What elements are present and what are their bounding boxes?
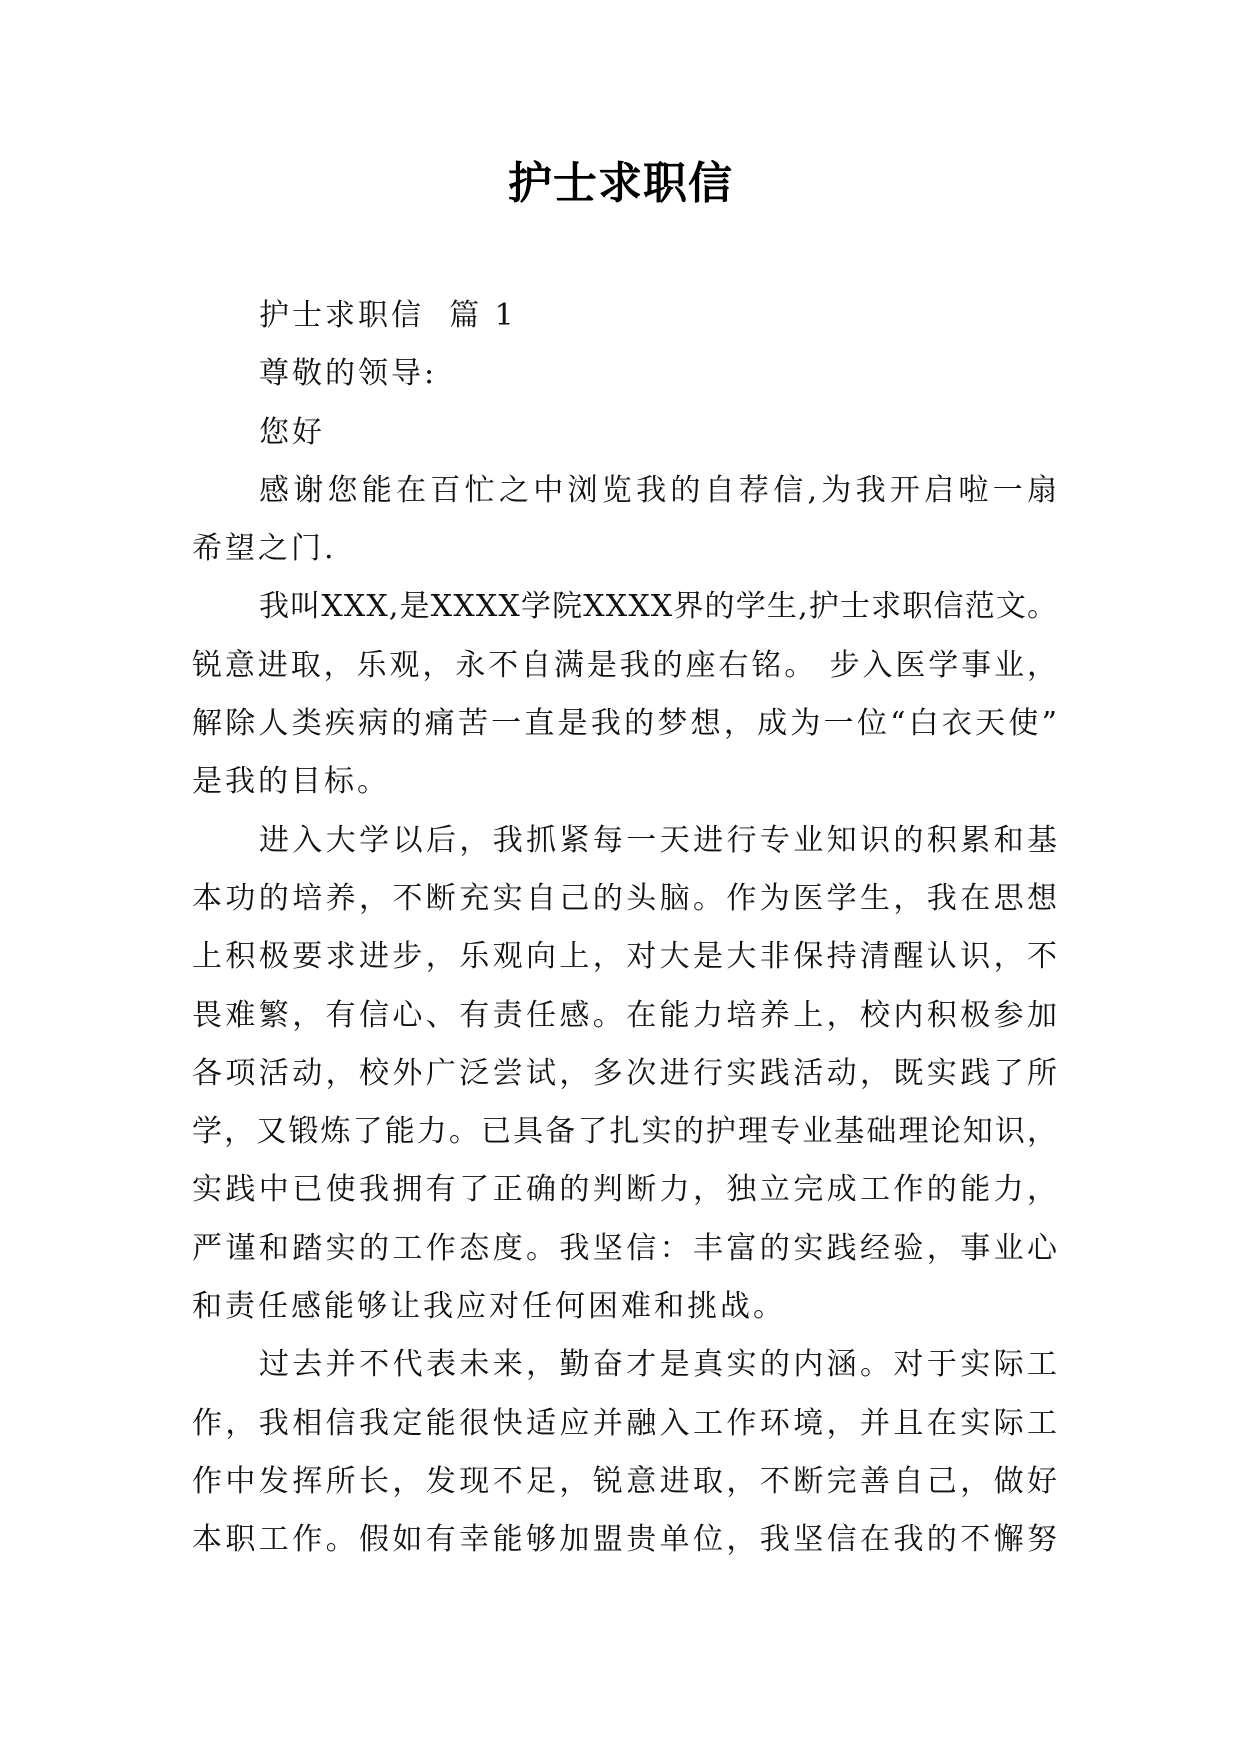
- line-text: 尊敬的领导:: [259, 356, 438, 392]
- document-body: [192, 287, 1062, 1570]
- body-line: [192, 637, 1060, 695]
- body-line: [192, 1045, 1061, 1103]
- body-line: [192, 812, 1061, 870]
- line-text: 您好: [259, 414, 325, 450]
- body-line: [192, 1278, 1057, 1336]
- line-text: 各项活动，校外广泛尝试，多次进行实践活动，既实践了所: [192, 1055, 1061, 1091]
- body-line: [192, 1220, 1061, 1278]
- paragraph-introduction: [192, 578, 1061, 811]
- paragraph-section-heading: [192, 287, 1057, 345]
- body-line: [192, 1395, 1061, 1453]
- line-text: 作，我相信我定能很快适应并融入工作环境，并且在实际工: [192, 1405, 1061, 1441]
- body-line: [192, 1161, 1061, 1219]
- line-text: 是我的目标。: [192, 764, 390, 800]
- line-text: 学，又锻炼了能力。已具备了扎实的护理专业基础理论知识，: [192, 1114, 1060, 1150]
- paragraph-future: [192, 1336, 1061, 1569]
- body-line: [192, 870, 1061, 928]
- line-text: 我叫XXX,是XXXX学院XXXX界的学生,护士求职信范文。: [259, 589, 1059, 625]
- body-line: [192, 1511, 1061, 1569]
- paragraph-greeting: [192, 404, 1057, 462]
- line-text: 本功的培养，不断充实自己的头脑。作为医学生，我在思想: [192, 880, 1061, 916]
- line-text: 和责任感能够让我应对任何困难和挑战。: [192, 1289, 786, 1325]
- body-line: [192, 520, 1057, 578]
- body-line: [192, 404, 1057, 462]
- body-line: [192, 578, 1057, 636]
- body-line: [192, 462, 1062, 520]
- line-text: 过去并不代表未来，勤奋才是真实的内涵。对于实际工: [259, 1347, 1061, 1383]
- line-text: 希望之门.: [192, 531, 337, 567]
- paragraph-thanks: [192, 462, 1062, 579]
- line-text: 上积极要求进步，乐观向上，对大是大非保持清醒认识，不: [192, 939, 1061, 975]
- line-text: 护士求职信 篇 1: [259, 298, 517, 333]
- body-line: [192, 287, 1057, 345]
- line-text: 感谢您能在百忙之中浏览我的自荐信,为我开启啦一扇: [259, 472, 1062, 508]
- line-text: 本职工作。假如有幸能够加盟贵单位，我坚信在我的不懈努: [192, 1522, 1061, 1558]
- line-text: 严谨和踏实的工作态度。我坚信：丰富的实践经验，事业心: [192, 1230, 1061, 1266]
- body-line: [192, 695, 1061, 753]
- document-title: 护士求职信: [508, 159, 733, 208]
- body-line: [192, 1453, 1061, 1511]
- body-line: [192, 345, 1057, 403]
- body-line: [192, 987, 1061, 1045]
- line-text: 作中发挥所长，发现不足，锐意进取，不断完善自己，做好: [192, 1463, 1061, 1499]
- line-text: 畏难繁，有信心、有责任感。在能力培养上，校内积极参加: [192, 997, 1061, 1033]
- line-text: 锐意进取，乐观，永不自满是我的座右铭。 步入医学事业，: [192, 647, 1060, 683]
- line-text: 进入大学以后，我抓紧每一天进行专业知识的积累和基: [259, 822, 1061, 858]
- line-text: 解除人类疾病的痛苦一直是我的梦想，成为一位“白衣天使”: [192, 706, 1061, 742]
- body-line: [192, 753, 1057, 811]
- paragraph-salutation: [192, 345, 1057, 403]
- body-line: [192, 928, 1061, 986]
- line-text: 实践中已使我拥有了正确的判断力，独立完成工作的能力，: [192, 1172, 1061, 1208]
- body-line: [192, 1103, 1060, 1161]
- paragraph-university: [192, 812, 1061, 1337]
- body-line: [192, 1336, 1061, 1394]
